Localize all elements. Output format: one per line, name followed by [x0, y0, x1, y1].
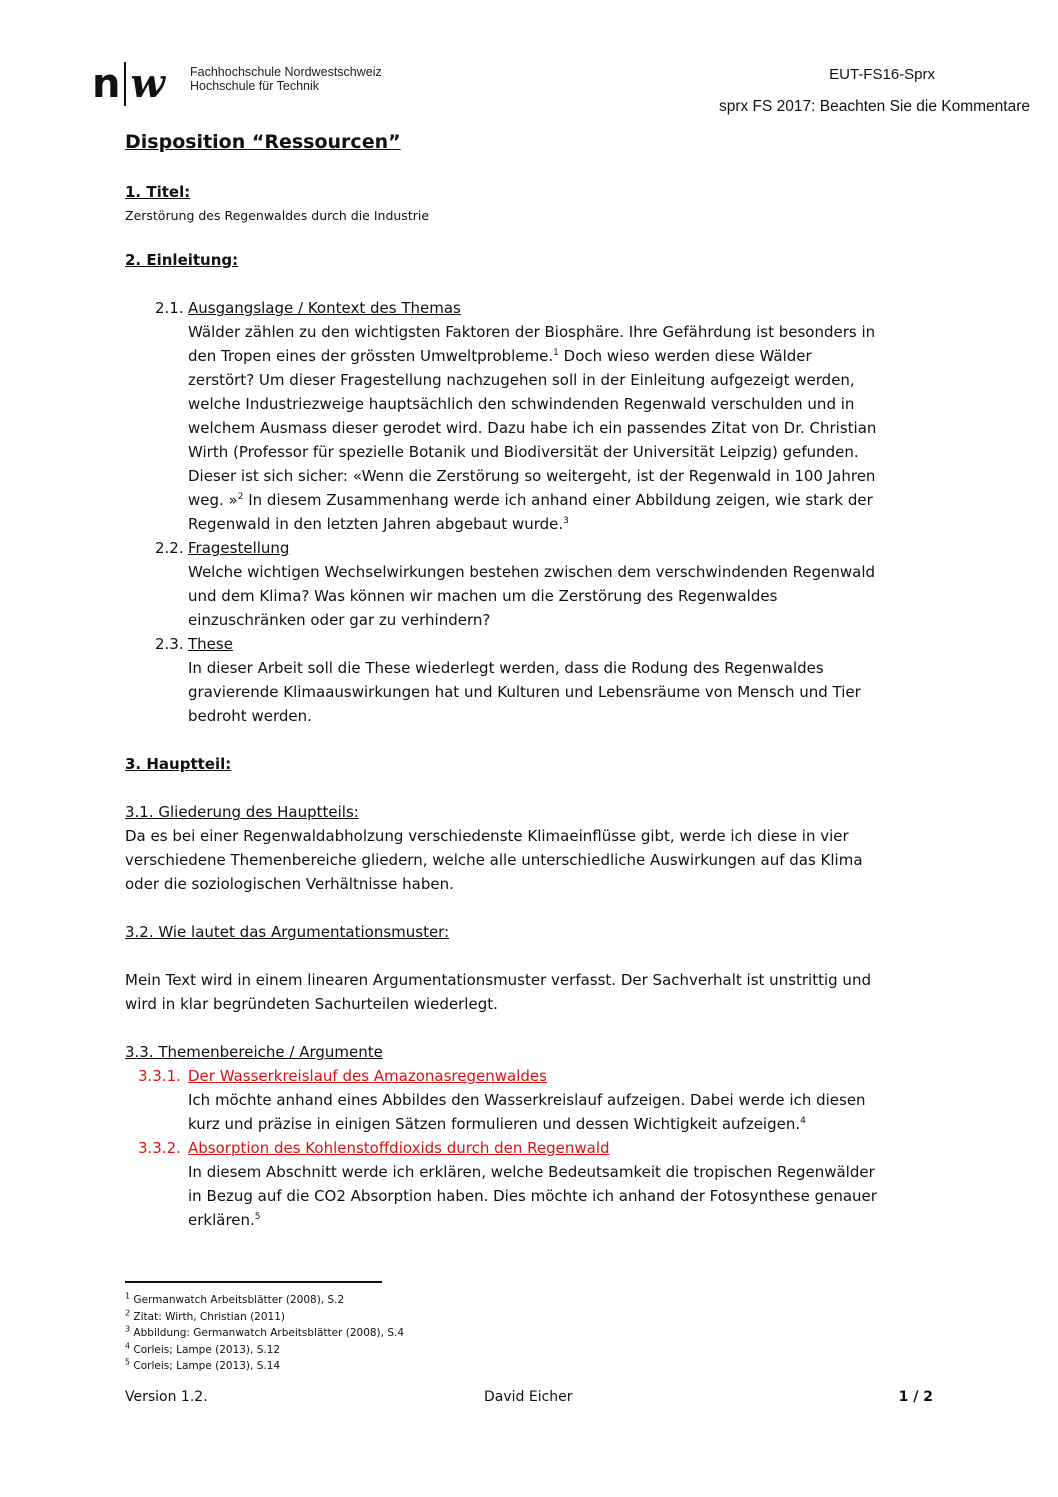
- comment-note: sprx FS 2017: Beachten Sie die Kommentare: [718, 98, 1030, 115]
- body-line: Wälder zählen zu den wichtigsten Faktoren der Biosphäre. Ihre Gefährdung ist besonders in: [188, 323, 876, 341]
- body-line: und dem Klima? Was können wir machen um die Zerstörung des Regenwaldes: [188, 587, 778, 605]
- body-line: den Tropen eines der grössten Umweltprobleme.$^1$ Doch wieso werden diese Wälder: [188, 347, 812, 365]
- subsection-title: Ausgangslage / Kontext des Themas: [188, 299, 461, 317]
- body-line: Dieser ist sich sicher: «Wenn die Zerstörung so weitergeht, ist der Regenwald in 100 Jahren: [188, 467, 876, 485]
- section-2-2-heading: [125, 536, 925, 560]
- body-line: bedroht werden.: [188, 707, 312, 725]
- section-3-2-heading: 3.2. Wie lautet das Argumentationsmuster:: [125, 923, 450, 941]
- body-line: verschiedene Themenbereiche gliedern, welche alle unterschiedliche Auswirkungen auf das Klima: [125, 851, 863, 869]
- subsection-title: Der Wasserkreislauf des Amazonasregenwaldes: [188, 1067, 547, 1085]
- body-line: Ich möchte anhand eines Abbildes den Wasserkreislauf aufzeigen. Dabei werde ich diesen: [188, 1091, 866, 1109]
- footer-page-number: 1 / 2: [898, 1389, 933, 1405]
- section-number: 3.3.1.: [138, 1067, 181, 1085]
- subsection-title: Absorption des Kohlenstoffdioxids durch den Regenwald: [188, 1139, 610, 1157]
- section-1-text: Zerstörung des Regenwaldes durch die Industrie: [125, 208, 430, 223]
- footnote-ref: 2: [237, 492, 244, 502]
- footnote: $^3$ Abbildung: Germanwatch Arbeitsblätter (2008), S.4: [125, 1324, 405, 1339]
- section-3-1-heading: 3.1. Gliederung des Hauptteils:: [125, 803, 359, 821]
- body-line: oder die soziologischen Verhältnisse haben.: [125, 875, 454, 893]
- body-line: Mein Text wird in einem linearen Argumentationsmuster verfasst. Der Sachverhalt ist unstrittig und: [125, 971, 871, 989]
- subsection-title: These: [188, 635, 233, 653]
- section-number: 3.3.2.: [138, 1139, 181, 1157]
- section-number: 2.2.: [155, 539, 184, 557]
- body-line: kurz und präzise in einigen Sätzen formulieren und dessen Wichtigkeit aufzeigen.$^4$: [188, 1115, 806, 1133]
- org-line-2: Hochschule für Technik: [190, 79, 320, 93]
- body-line: Welche wichtigen Wechselwirkungen bestehen zwischen dem verschwindenden Regenwald: [188, 563, 876, 581]
- organization-name: [190, 65, 382, 93]
- footnote: $^1$ Germanwatch Arbeitsblätter (2008), S.2: [125, 1291, 345, 1306]
- logo-letter-w: w: [130, 60, 165, 107]
- document-body: [125, 128, 925, 1232]
- section-2-1-body: [125, 320, 925, 536]
- body-line: Regenwald in den letzten Jahren abgebaut wurde.$^3$: [188, 515, 569, 533]
- body-line: wird in klar begründeten Sachurteilen wiederlegt.: [125, 995, 498, 1013]
- body-line: Wirth (Professor für spezielle Botanik und Biodiversität der Universität Leipzig) gefunden.: [188, 443, 859, 461]
- body-line: welche Industriezweige hauptsächlich den schwindenden Regenwald verschulden und in: [188, 395, 855, 413]
- section-3-3-2-heading: [125, 1136, 925, 1160]
- section-3-3-1-heading: [125, 1064, 925, 1088]
- footnote-ref: 4: [800, 1116, 806, 1126]
- page-title: Disposition “Ressourcen”: [125, 131, 401, 153]
- org-line-1: Fachhochschule Nordwestschweiz: [190, 65, 382, 79]
- footer-author: David Eicher: [484, 1389, 573, 1405]
- body-line: In diesem Abschnitt werde ich erklären, welche Bedeutsamkeit die tropischen Regenwälder: [188, 1163, 875, 1181]
- body-line: zerstört? Um dieser Fragestellung nachzugehen soll in der Einleitung aufgezeigt werden,: [188, 371, 855, 389]
- section-1-heading: 1. Titel:: [125, 183, 191, 201]
- section-3-3-heading: 3.3. Themenbereiche / Argumente: [125, 1043, 383, 1061]
- footnote-ref: 1: [553, 348, 559, 358]
- body-line: in Bezug auf die CO2 Absorption haben. Dies möchte ich anhand der Fotosynthese genauer: [188, 1187, 877, 1205]
- body-line: weg. »$^2$ In diesem Zusammenhang werde ich anhand einer Abbildung zeigen, wie stark der: [188, 491, 873, 509]
- section-3-heading: 3. Hauptteil:: [125, 755, 232, 773]
- body-line: erklären.$^5$: [188, 1211, 261, 1229]
- section-2-3-body: [125, 656, 925, 728]
- section-2-3-heading: [125, 632, 925, 656]
- footnotes: [125, 1292, 404, 1375]
- footnote: $^5$ Corleis; Lampe (2013), S.14: [125, 1357, 281, 1372]
- document-id: EUT-FS16-Sprx: [829, 66, 935, 83]
- footnote-ref: 3: [563, 516, 569, 526]
- section-2-1-heading: [125, 296, 925, 320]
- footnote: $^4$ Corleis; Lampe (2013), S.12: [125, 1341, 281, 1356]
- subsection-title: Fragestellung: [188, 539, 290, 557]
- section-number: 2.3.: [155, 635, 184, 653]
- fhnw-logo: [92, 62, 165, 106]
- body-line: Da es bei einer Regenwaldabholzung verschiedenste Klimaeinflüsse gibt, werde ich diese in vier: [125, 827, 849, 845]
- body-line: gravierende Klimaauswirkungen hat und Kulturen und Lebensräume von Mensch und Tier: [188, 683, 861, 701]
- section-2-heading: 2. Einleitung:: [125, 251, 239, 269]
- footer-version: Version 1.2.: [125, 1389, 208, 1405]
- body-line: einzuschränken oder gar zu verhindern?: [188, 611, 491, 629]
- body-line: In dieser Arbeit soll die These wiederlegt werden, dass die Rodung des Regenwaldes: [188, 659, 824, 677]
- logo-letter-n: n: [92, 61, 121, 107]
- body-line: welchem Ausmass dieser gerodet wird. Dazu habe ich ein passendes Zitat von Dr. Christian: [188, 419, 877, 437]
- footnote-ref: 5: [254, 1212, 261, 1222]
- footnote-separator: [125, 1281, 382, 1283]
- section-number: 2.1.: [155, 299, 184, 317]
- section-3-3-2-body: [125, 1160, 925, 1232]
- section-3-3-1-body: [125, 1088, 925, 1136]
- section-2-2-body: [125, 560, 925, 632]
- logo-divider: [124, 62, 126, 106]
- footnote: $^2$ Zitat: Wirth, Christian (2011): [125, 1308, 285, 1323]
